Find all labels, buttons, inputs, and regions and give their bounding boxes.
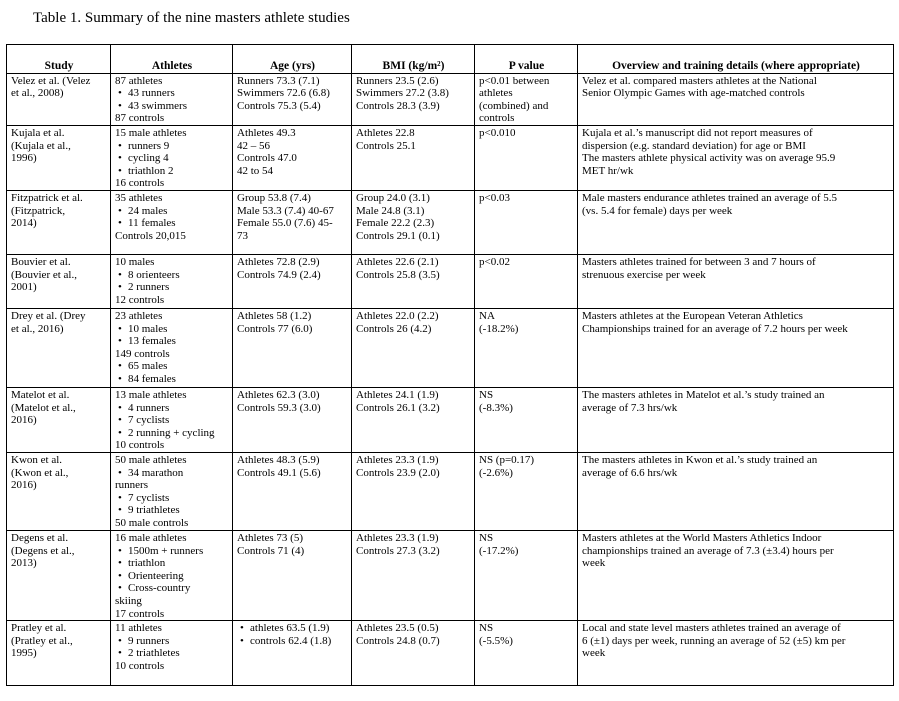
table-row	[7, 125, 894, 190]
cell-line: Athletes 49.3	[237, 126, 296, 139]
cell-line: Athletes 48.3 (5.9)	[237, 453, 320, 466]
cell-line: Swimmers 72.6 (6.8)	[237, 87, 330, 100]
bmi-cell	[352, 530, 475, 620]
cell-line: 73	[237, 229, 248, 242]
study-cell	[7, 73, 111, 125]
cell-line: 42 – 56	[237, 139, 270, 152]
cell-line: Athletes 62.3 (3.0)	[237, 388, 320, 401]
bullet-line: • Orienteering	[115, 570, 229, 583]
cell-line: Kwon et al.	[11, 453, 63, 466]
cell-line: Group 53.8 (7.4)	[237, 191, 311, 204]
cell-line: The masters athletes in Matelot et al.’s study trained an	[582, 388, 825, 401]
cell-line: 2001)	[11, 281, 37, 294]
cell-line: 15 male athletes	[115, 126, 187, 139]
table-row	[7, 254, 894, 308]
cell-line: 1995)	[11, 647, 37, 660]
cell-line: strenuous exercise per week	[582, 268, 706, 281]
cell-line: 10 males	[115, 255, 155, 268]
cell-line: runners	[115, 479, 148, 492]
bmi-cell	[352, 308, 475, 387]
age-cell	[233, 530, 352, 620]
header-athletes: Athletes	[111, 45, 233, 74]
cell-line: Controls 26.1 (3.2)	[356, 401, 440, 414]
cell-line: week	[582, 557, 606, 570]
p-value-cell	[475, 254, 578, 308]
cell-line: Controls 26 (4.2)	[356, 322, 432, 335]
bullet-line: • 2 running + cycling	[115, 427, 229, 440]
cell-line: Male 53.3 (7.4) 40-67	[237, 204, 334, 217]
cell-line: Athletes 22.8	[356, 126, 415, 139]
cell-line: Athletes 23.3 (1.9)	[356, 531, 439, 544]
cell-line: (Matelot et al.,	[11, 401, 76, 414]
bmi-cell	[352, 254, 475, 308]
header-age: Age (yrs)	[233, 45, 352, 74]
summary-table	[6, 44, 894, 686]
bullet-line: • 7 cyclists	[115, 414, 229, 427]
cell-line: (-5.5%)	[479, 634, 513, 647]
bullet-line: • 7 cyclists	[115, 492, 229, 505]
overview-cell	[578, 73, 894, 125]
cell-line: Runners 73.3 (7.1)	[237, 74, 320, 87]
bullet-line: • triathlon	[115, 557, 229, 570]
cell-line: 23 athletes	[115, 309, 163, 322]
cell-line: Controls 24.8 (0.7)	[356, 634, 440, 647]
cell-line: NA	[479, 309, 495, 322]
cell-line: Masters athletes at the European Veteran Athletics	[582, 309, 803, 322]
p-value-cell	[475, 190, 578, 254]
study-cell	[7, 452, 111, 530]
cell-line: championships trained an average of 7.3 (±3.4) hours per	[582, 544, 834, 557]
athletes-cell	[111, 73, 233, 125]
p-value-cell	[475, 73, 578, 125]
bullet-line: • 43 swimmers	[115, 100, 229, 113]
cell-line: (-8.3%)	[479, 401, 513, 414]
study-cell	[7, 125, 111, 190]
p-value-cell	[475, 530, 578, 620]
bullet-line: • 24 males	[115, 205, 229, 218]
cell-line: Matelot et al.	[11, 388, 70, 401]
table-row	[7, 308, 894, 387]
cell-line: 1996)	[11, 152, 37, 165]
cell-line: 10 controls	[115, 439, 165, 452]
cell-line: 2016)	[11, 414, 37, 427]
cell-line: Controls 27.3 (3.2)	[356, 544, 440, 557]
cell-line: 2014)	[11, 217, 37, 230]
cell-line: (Kujala et al.,	[11, 139, 71, 152]
cell-line: p<0.03	[479, 191, 510, 204]
athletes-cell	[111, 125, 233, 190]
p-value-cell	[475, 621, 578, 686]
cell-line: NS	[479, 388, 494, 401]
age-cell	[233, 73, 352, 125]
table-row	[7, 387, 894, 452]
athletes-cell	[111, 308, 233, 387]
p-value-cell	[475, 387, 578, 452]
bmi-cell	[352, 452, 475, 530]
cell-line: Controls 74.9 (2.4)	[237, 268, 321, 281]
p-value-cell	[475, 125, 578, 190]
age-cell	[233, 254, 352, 308]
cell-line: Fitzpatrick et al.	[11, 191, 83, 204]
bmi-cell	[352, 387, 475, 452]
cell-line: average of 7.3 hrs/wk	[582, 401, 678, 414]
table-row	[7, 190, 894, 254]
cell-line: (Kwon et al.,	[11, 466, 69, 479]
cell-line: Masters athletes trained for between 3 and 7 hours of	[582, 255, 816, 268]
overview-cell	[578, 190, 894, 254]
athletes-cell	[111, 452, 233, 530]
cell-line: Male 24.8 (3.1)	[356, 204, 425, 217]
cell-line: (Bouvier et al.,	[11, 268, 77, 281]
athletes-cell	[111, 621, 233, 686]
study-cell	[7, 621, 111, 686]
bullet-line: • 10 males	[115, 323, 229, 336]
cell-line: Senior Olympic Games with age-matched controls	[582, 87, 805, 100]
bmi-cell	[352, 190, 475, 254]
bullet-line: • 2 triathletes	[115, 647, 229, 660]
header-p-value: P value	[475, 45, 578, 74]
bullet-line: • Cross-country	[115, 582, 229, 595]
age-cell	[233, 308, 352, 387]
header-bmi: BMI (kg/m²)	[352, 45, 475, 74]
cell-line: NS (p=0.17)	[479, 453, 535, 466]
cell-line: Controls 20,015	[115, 229, 186, 242]
cell-line: 50 male athletes	[115, 453, 187, 466]
bullet-line: • 13 females	[115, 335, 229, 348]
p-value-cell	[475, 308, 578, 387]
athletes-cell	[111, 254, 233, 308]
bmi-cell	[352, 621, 475, 686]
cell-line: NS	[479, 531, 494, 544]
bmi-cell	[352, 125, 475, 190]
cell-line: Masters athletes at the World Masters Athletics Indoor	[582, 531, 822, 544]
cell-line: 13 male athletes	[115, 388, 187, 401]
overview-cell	[578, 387, 894, 452]
cell-line: 10 controls	[115, 659, 165, 672]
cell-line: Female 55.0 (7.6) 45-	[237, 217, 333, 230]
table-row	[7, 530, 894, 620]
bullet-line: • runners 9	[115, 140, 229, 153]
table-row	[7, 73, 894, 125]
bullet-line: • 4 runners	[115, 402, 229, 415]
cell-line: (Degens et al.,	[11, 544, 75, 557]
cell-line: 2016)	[11, 479, 37, 492]
cell-line: week	[582, 647, 606, 660]
age-cell	[233, 387, 352, 452]
cell-line: p<0.01 between	[479, 74, 550, 87]
bullet-line: • 11 females	[115, 217, 229, 230]
bullet-line: • 65 males	[115, 360, 229, 373]
cell-line: Bouvier et al.	[11, 255, 71, 268]
cell-line: NS	[479, 622, 494, 635]
cell-line: 35 athletes	[115, 191, 163, 204]
overview-cell	[578, 125, 894, 190]
cell-line: 149 controls	[115, 347, 170, 360]
study-cell	[7, 530, 111, 620]
cell-line: Controls 28.3 (3.9)	[356, 99, 440, 112]
cell-line: Controls 71 (4)	[237, 544, 305, 557]
cell-line: Group 24.0 (3.1)	[356, 191, 430, 204]
cell-line: dispersion (e.g. standard deviation) for age or BMI	[582, 139, 806, 152]
bmi-cell	[352, 73, 475, 125]
bullet-line: • athletes 63.5 (1.9)	[237, 622, 348, 635]
bullet-line: • 84 females	[115, 373, 229, 386]
header-row	[7, 45, 894, 74]
cell-line: 42 to 54	[237, 164, 274, 177]
study-cell	[7, 254, 111, 308]
cell-line: 87 controls	[115, 112, 165, 125]
table-body	[7, 73, 894, 686]
age-cell	[233, 452, 352, 530]
cell-line: (-17.2%)	[479, 544, 519, 557]
cell-line: Controls 25.8 (3.5)	[356, 268, 440, 281]
cell-line: controls	[479, 112, 515, 125]
cell-line: p<0.02	[479, 255, 510, 268]
cell-line: (-18.2%)	[479, 322, 519, 335]
overview-cell	[578, 254, 894, 308]
table-row	[7, 452, 894, 530]
cell-line: athletes	[479, 87, 513, 100]
bullet-line: • 9 triathletes	[115, 504, 229, 517]
cell-line: 12 controls	[115, 293, 165, 306]
cell-line: 11 athletes	[115, 622, 162, 635]
cell-line: Kujala et al.	[11, 126, 65, 139]
athletes-cell	[111, 387, 233, 452]
table-row	[7, 621, 894, 686]
study-cell	[7, 190, 111, 254]
cell-line: Controls 47.0	[237, 152, 297, 165]
cell-line: 87 athletes	[115, 74, 163, 87]
bullet-line: • 34 marathon	[115, 467, 229, 480]
cell-line: Athletes 22.6 (2.1)	[356, 255, 439, 268]
bullet-line: • controls 62.4 (1.8)	[237, 635, 348, 648]
cell-line: 50 male controls	[115, 516, 189, 529]
header-overview: Overview and training details (where appropriate)	[578, 45, 894, 74]
cell-line: Velez et al. (Velez	[11, 74, 91, 87]
cell-line: 17 controls	[115, 607, 165, 620]
overview-cell	[578, 308, 894, 387]
overview-cell	[578, 530, 894, 620]
cell-line: Athletes 72.8 (2.9)	[237, 255, 320, 268]
cell-line: Pratley et al.	[11, 622, 67, 635]
cell-line: et al., 2008)	[11, 87, 64, 100]
cell-line: skiing	[115, 594, 142, 607]
cell-line: MET hr/wk	[582, 164, 634, 177]
cell-line: Athletes 58 (1.2)	[237, 309, 312, 322]
cell-line: (Fitzpatrick,	[11, 204, 66, 217]
bullet-line: • 9 runners	[115, 635, 229, 648]
cell-line: Controls 75.3 (5.4)	[237, 99, 321, 112]
cell-line: 6 (±1) days per week, running an average of 52 (±5) km per	[582, 634, 846, 647]
header-study: Study	[7, 45, 111, 74]
bullet-line: • 1500m + runners	[115, 545, 229, 558]
bullet-line: • 8 orienteers	[115, 269, 229, 282]
overview-cell	[578, 621, 894, 686]
bullet-line: • 2 runners	[115, 281, 229, 294]
cell-line: Controls 49.1 (5.6)	[237, 466, 321, 479]
p-value-cell	[475, 452, 578, 530]
overview-cell	[578, 452, 894, 530]
cell-line: Controls 77 (6.0)	[237, 322, 313, 335]
cell-line: Kujala et al.’s manuscript did not report measures of	[582, 126, 813, 139]
cell-line: Controls 25.1	[356, 139, 416, 152]
bullet-line: • cycling 4	[115, 152, 229, 165]
cell-line: Athletes 23.5 (0.5)	[356, 622, 439, 635]
study-cell	[7, 387, 111, 452]
cell-line: average of 6.6 hrs/wk	[582, 466, 678, 479]
age-cell	[233, 621, 352, 686]
cell-line: Degens et al.	[11, 531, 69, 544]
cell-line: p<0.010	[479, 126, 516, 139]
cell-line: Athletes 73 (5)	[237, 531, 303, 544]
age-cell	[233, 190, 352, 254]
cell-line: Controls 23.9 (2.0)	[356, 466, 440, 479]
cell-line: et al., 2016)	[11, 322, 64, 335]
cell-line: Championships trained for an average of 7.2 hours per week	[582, 322, 848, 335]
cell-line: The masters athletes in Kwon et al.’s study trained an	[582, 453, 818, 466]
bullet-line: • triathlon 2	[115, 165, 229, 178]
cell-line: Male masters endurance athletes trained an average of 5.5	[582, 191, 838, 204]
cell-line: Runners 23.5 (2.6)	[356, 74, 439, 87]
cell-line: Velez et al. compared masters athletes at the National	[582, 74, 817, 87]
athletes-cell	[111, 190, 233, 254]
cell-line: Athletes 23.3 (1.9)	[356, 453, 439, 466]
study-cell	[7, 308, 111, 387]
cell-line: (combined) and	[479, 99, 549, 112]
cell-line: Drey et al. (Drey	[11, 309, 86, 322]
cell-line: 16 controls	[115, 177, 165, 190]
bullet-line: • 43 runners	[115, 87, 229, 100]
cell-line: 2013)	[11, 557, 37, 570]
cell-line: Local and state level masters athletes trained an average of	[582, 622, 841, 635]
cell-line: Swimmers 27.2 (3.8)	[356, 87, 449, 100]
cell-line: 16 male athletes	[115, 531, 187, 544]
cell-line: Athletes 22.0 (2.2)	[356, 309, 439, 322]
cell-line: (-2.6%)	[479, 466, 513, 479]
cell-line: (vs. 5.4 for female) days per week	[582, 204, 733, 217]
cell-line: Female 22.2 (2.3)	[356, 217, 435, 230]
cell-line: Athletes 24.1 (1.9)	[356, 388, 439, 401]
cell-line: (Pratley et al.,	[11, 634, 73, 647]
cell-line: Controls 29.1 (0.1)	[356, 229, 440, 242]
age-cell	[233, 125, 352, 190]
cell-line: Controls 59.3 (3.0)	[237, 401, 321, 414]
cell-line: The masters athlete physical activity was on average 95.9	[582, 152, 836, 165]
table-caption: Table 1. Summary of the nine masters athlete studies	[33, 10, 350, 26]
athletes-cell	[111, 530, 233, 620]
